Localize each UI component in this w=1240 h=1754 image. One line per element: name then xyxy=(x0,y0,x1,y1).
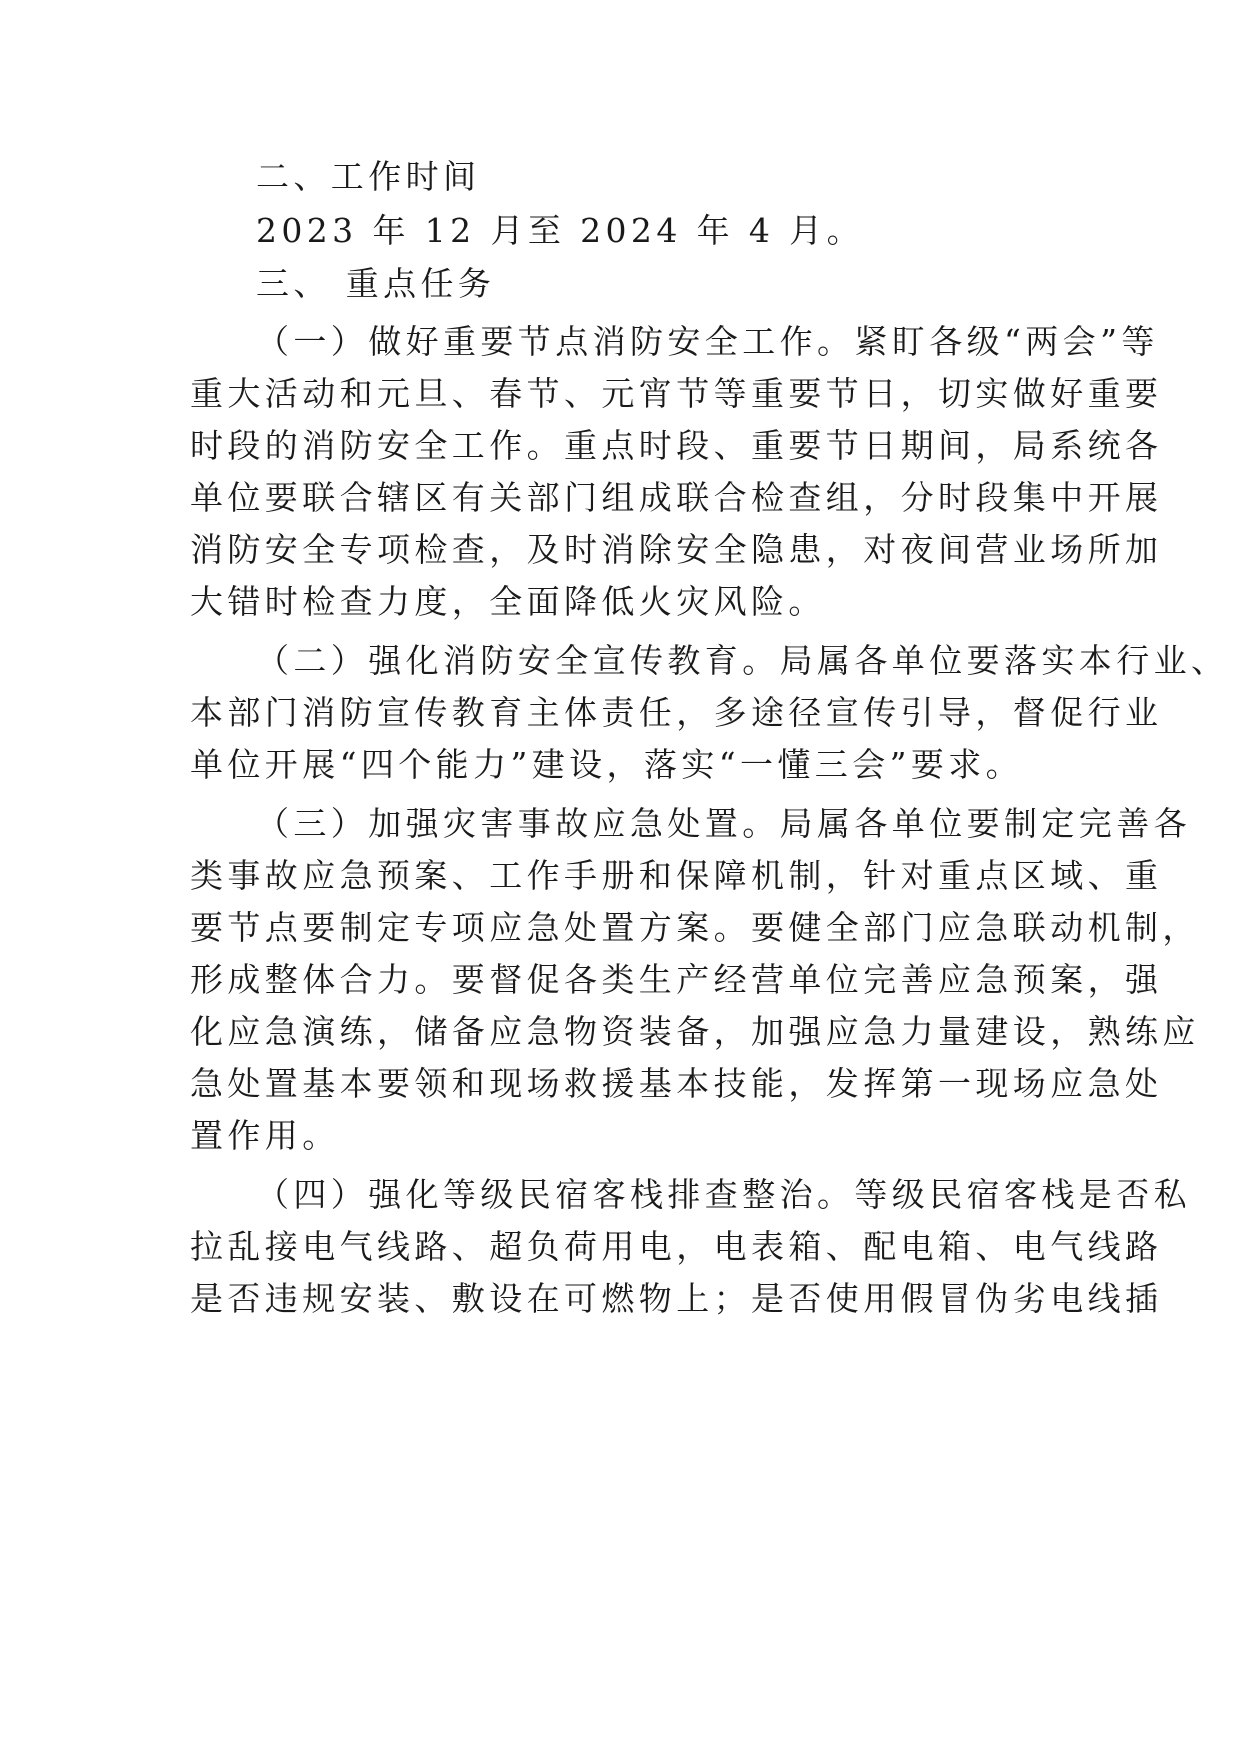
paragraph-line: 重大活动和元旦、春节、元宵节等重要节日，切实做好重要 xyxy=(190,374,1163,413)
work-time-text: 2023 年 12 月至 2024 年 4 月。 xyxy=(256,211,864,250)
section-heading-key-tasks: 三、 重点任务 xyxy=(256,264,496,303)
paragraph-line: 时段的消防安全工作。重点时段、重要节日期间，局系统各 xyxy=(190,426,1163,465)
paragraph-line: 急处置基本要领和现场救援基本技能，发挥第一现场应急处 xyxy=(190,1064,1163,1103)
paragraph-line: 单位要联合辖区有关部门组成联合检查组，分时段集中开展 xyxy=(190,478,1163,517)
paragraph-line: 拉乱接电气线路、超负荷用电，电表箱、配电箱、电气线路 xyxy=(190,1227,1163,1266)
paragraph-line: 是否违规安装、敷设在可燃物上；是否使用假冒伪劣电线插 xyxy=(190,1279,1163,1318)
paragraph-line: 消防安全专项检查，及时消除安全隐患，对夜间营业场所加 xyxy=(190,530,1163,569)
paragraph-line: 本部门消防宣传教育主体责任，多途径宣传引导，督促行业 xyxy=(190,693,1163,732)
paragraph-line: （二）强化消防安全宣传教育。局属各单位要落实本行业、 xyxy=(256,641,1229,680)
paragraph-line: 类事故应急预案、工作手册和保障机制，针对重点区域、重 xyxy=(190,856,1163,895)
paragraph-line: 单位开展“四个能力”建设，落实“一懂三会”要求。 xyxy=(190,745,1024,784)
paragraph-line: 化应急演练，储备应急物资装备，加强应急力量建设，熟练应 xyxy=(190,1012,1200,1051)
paragraph-line: 大错时检查力度，全面降低火灾风险。 xyxy=(190,582,826,621)
paragraph-line: 置作用。 xyxy=(190,1116,340,1155)
paragraph-line: （四）强化等级民宿客栈排查整治。等级民宿客栈是否私 xyxy=(256,1175,1191,1214)
paragraph-line: （三）加强灾害事故应急处置。局属各单位要制定完善各 xyxy=(256,804,1191,843)
paragraph-line: 要节点要制定专项应急处置方案。要健全部门应急联动机制， xyxy=(190,908,1200,947)
paragraph-line: （一）做好重要节点消防安全工作。紧盯各级“两会”等 xyxy=(256,322,1159,361)
paragraph-line: 形成整体合力。要督促各类生产经营单位完善应急预案，强 xyxy=(190,960,1163,999)
section-heading-work-time: 二、工作时间 xyxy=(256,157,481,196)
